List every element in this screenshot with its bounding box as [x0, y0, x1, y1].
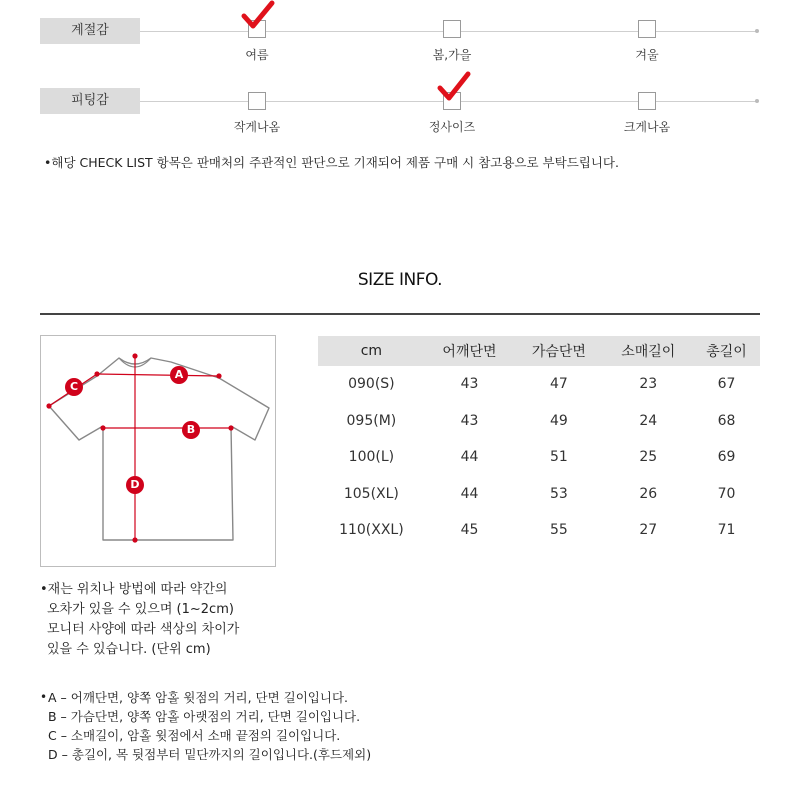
table-cell: 110(XXL) [339, 522, 404, 539]
measurement-note [40, 580, 300, 660]
table-cell: 23 [639, 376, 658, 393]
header-cell: 어깨단면 [425, 336, 514, 366]
row-label-season: 계절감 [40, 18, 140, 44]
table-cell: 44 [460, 449, 479, 466]
table-cell: 68 [717, 412, 736, 429]
option-label-summer: 여름 [245, 48, 269, 62]
table-row [318, 439, 760, 476]
option-label-spring-fall: 봄,가을 [432, 48, 472, 62]
checkbox-winter[interactable] [638, 20, 656, 38]
row-end-dot [755, 29, 759, 33]
table-cell: 27 [639, 522, 658, 539]
definition-d: D – 총길이, 목 뒷점부터 밑단까지의 길이입니다.(후드제외) [48, 747, 372, 762]
tshirt-diagram [40, 335, 276, 567]
table-row [318, 403, 760, 440]
row-label-fit: 피팅감 [40, 88, 140, 114]
row-end-dot [755, 99, 759, 103]
table-cell: 71 [717, 522, 736, 539]
table-cell: 105(XL) [343, 485, 399, 502]
table-cell: 100(L) [348, 449, 395, 466]
table-row [318, 512, 760, 549]
option-label-winter: 겨울 [635, 48, 659, 62]
measurement-note-line: 있을 수 있습니다. (단위 cm) [47, 642, 211, 657]
marker-d: D [126, 476, 144, 494]
section-divider [40, 313, 760, 315]
option-label-true-size: 정사이즈 [428, 120, 476, 134]
measurement-note-line: 모니터 사양에 따라 색상의 차이가 [47, 622, 240, 637]
definition-b: B – 가슴단면, 양쪽 암홀 아랫점의 거리, 단면 길이입니다. [48, 709, 361, 724]
header-cell: 가슴단면 [514, 336, 603, 366]
measurement-note-line: •재는 위치나 방법에 따라 약간의 [40, 582, 228, 597]
table-cell: 53 [549, 485, 568, 502]
table-cell: 55 [549, 522, 568, 539]
table-cell: 26 [639, 485, 658, 502]
table-cell: 45 [460, 522, 479, 539]
size-info-title: SIZE INFO. [357, 270, 443, 290]
tshirt-outline-icon [41, 336, 275, 566]
table-cell: 24 [639, 412, 658, 429]
checkbox-spring-fall[interactable] [443, 20, 461, 38]
checkbox-runs-large[interactable] [638, 92, 656, 110]
table-cell: 095(M) [346, 412, 397, 429]
table-cell: 25 [639, 449, 658, 466]
measurement-note-line: 오차가 있을 수 있으며 (1~2cm) [47, 602, 234, 617]
definition-a: A – 어깨단면, 양쪽 암홀 윗점의 거리, 단면 길이입니다. [48, 690, 349, 705]
table-cell: 43 [460, 412, 479, 429]
table-cell: 43 [460, 376, 479, 393]
check-mark-icon [436, 70, 472, 104]
option-label-runs-large: 크게나옴 [623, 120, 671, 134]
definition-c: C – 소매길이, 암홀 윗점에서 소매 끝점의 길이입니다. [48, 728, 341, 743]
checkbox-runs-small[interactable] [248, 92, 266, 110]
header-cell: 총길이 [693, 336, 760, 366]
size-table-header [318, 336, 760, 366]
marker-a: A [170, 366, 188, 384]
measurement-definitions [40, 688, 371, 764]
table-row [318, 476, 760, 513]
marker-b: B [182, 421, 200, 439]
table-cell: 69 [717, 449, 736, 466]
option-label-runs-small: 작게나옴 [233, 120, 281, 134]
table-cell: 49 [549, 412, 568, 429]
size-table [318, 336, 760, 549]
table-cell: 44 [460, 485, 479, 502]
table-cell: 67 [717, 376, 736, 393]
table-cell: 70 [717, 485, 736, 502]
table-row [318, 366, 760, 403]
table-cell: 51 [549, 449, 568, 466]
header-cell: cm [318, 336, 425, 366]
header-cell: 소매길이 [604, 336, 693, 366]
table-cell: 47 [549, 376, 568, 393]
table-cell: 090(S) [348, 376, 395, 393]
marker-c: C [65, 378, 83, 396]
checklist-note: •해당 CHECK LIST 항목은 판매처의 주관적인 판단으로 기재되어 제품 구매 시 참고용으로 부탁드립니다. [44, 155, 619, 170]
check-mark-icon [240, 0, 276, 32]
bullet-dot: • [40, 690, 48, 704]
